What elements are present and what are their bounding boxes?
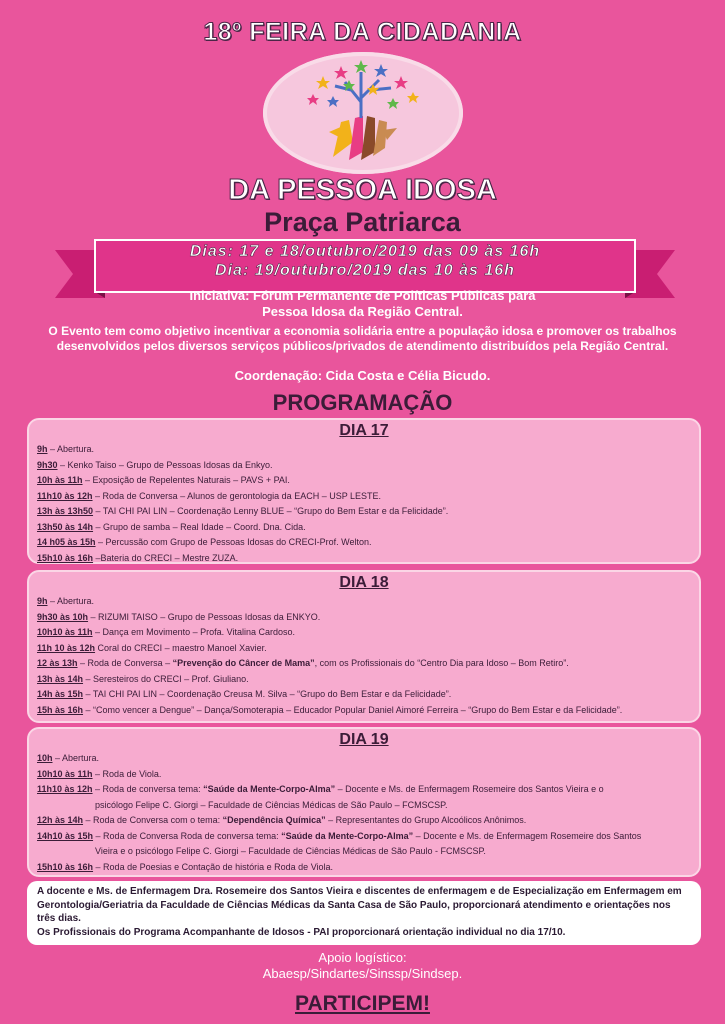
- schedule-item: [37, 625, 691, 641]
- schedule-item: [37, 703, 691, 719]
- schedule-item: [37, 473, 691, 489]
- schedule-description-rest: , com os Profissionais do “Centro Dia para Idoso – Bom Retiro”.: [314, 658, 569, 668]
- schedule-item: [37, 458, 691, 474]
- schedule-description: – Kenko Taiso – Grupo de Pessoas Idosas da Enkyo.: [57, 459, 273, 470]
- apoio-text: [0, 950, 725, 982]
- schedule-item: [37, 829, 691, 845]
- schedule-item: [37, 551, 691, 567]
- schedule-time: 13h às 14h: [37, 673, 84, 684]
- objetivo-line2: desenvolvidos pelos diversos serviços públicos/privados de atendimento distribuídos pela Região Central.: [56, 339, 669, 353]
- schedule-description: – Grupo de samba – Real Idade – Coord. Dna. Cida.: [93, 521, 306, 532]
- day-19-box: [27, 727, 701, 877]
- schedule-item: [37, 844, 691, 860]
- schedule-time: 10h às 11h: [37, 475, 83, 485]
- schedule-description: – TAI CHI PAI LIN – Coordenação Lenny BLUE – “Grupo do Bem Estar e da Felicidade”.: [93, 506, 449, 516]
- schedule-item: [37, 520, 691, 536]
- schedule-description: – Dança em Movimento – Profa. Vitalina Cardoso.: [92, 627, 295, 637]
- schedule-description: – Abertura.: [47, 596, 95, 606]
- schedule-item: [37, 767, 691, 783]
- dates-line2: Dia: 19/outubro/2019 das 10 às 16h: [215, 262, 515, 279]
- iniciativa-text: [0, 288, 725, 320]
- schedule-description: – RIZUMI TAISO – Grupo de Pessoas Idosas da ENKYO.: [88, 611, 321, 622]
- event-location: Praça Patriarca: [264, 207, 461, 237]
- schedule-time: 9h: [37, 444, 48, 454]
- schedule-item: [37, 782, 691, 798]
- schedule-time: 14 h05 às 15h: [37, 537, 96, 547]
- day-18-box: [27, 570, 701, 723]
- objetivo-text: [22, 324, 703, 354]
- schedule-description: – Roda de Conversa –: [77, 658, 173, 668]
- schedule-time: 10h10 às 11h: [37, 627, 93, 637]
- schedule-item: [37, 860, 691, 876]
- schedule-description: – Roda de Conversa Roda de conversa tema:: [93, 830, 282, 841]
- note-line2: Gerontologia/Geriatria da Faculdade de Ciências Médicas da Santa Casa de São Paulo, proporcionará atendimento e orientações nos: [37, 899, 671, 911]
- day-title: DIA 17: [339, 422, 389, 439]
- schedule-topic: “Prevenção do Câncer de Mama”: [172, 658, 315, 668]
- schedule-item: [37, 687, 691, 703]
- schedule-description: Coral do CRECI – maestro Manoel Xavier.: [95, 642, 267, 653]
- schedule-topic: “Saúde da Mente-Corpo-Alma”: [281, 830, 414, 841]
- schedule-description-rest: – Docente e Ms. de Enfermagem Rosemeire dos Santos Vieira e o: [335, 784, 604, 794]
- schedule-time: 14h às 15h: [37, 689, 84, 699]
- schedule-time: 9h: [37, 596, 48, 606]
- schedule-item-continuation: Vieira e o psicólogo Felipe C. Giorgi – Faculdade de Ciências Médicas de São Paulo - FCMSCSP.: [95, 846, 486, 856]
- schedule-description: – Roda de Viola.: [92, 768, 162, 779]
- schedule-item: [37, 813, 691, 829]
- schedule-item: [37, 535, 691, 551]
- day-title: DIA 18: [339, 574, 389, 591]
- schedule-time: 12 às 13h: [37, 658, 78, 668]
- schedule-time: 12h às 14h: [37, 815, 84, 825]
- objetivo-line1: O Evento tem como objetivo incentivar a economia solidária entre a população idosa e promover os trabalhos: [48, 324, 677, 338]
- day-17-box: [27, 418, 701, 564]
- schedule-item: [37, 594, 691, 610]
- schedule-description: – Seresteiros do CRECI – Prof. Giuliano.: [83, 673, 249, 684]
- schedule-time: 13h às 13h50: [37, 506, 94, 516]
- schedule-list: [37, 751, 691, 875]
- schedule-time: 11h10 às 12h: [37, 490, 93, 501]
- schedule-description: – Roda de Conversa com o tema:: [83, 815, 223, 825]
- schedule-description: – Roda de Poesias e Contação de história e Roda de Viola.: [93, 861, 334, 872]
- schedule-time: 9h30 às 10h: [37, 611, 89, 622]
- event-title-line1: 18º FEIRA DA CIDADANIA: [203, 18, 522, 46]
- schedule-item: [37, 656, 691, 672]
- schedule-description: – TAI CHI PAI LIN – Coordenação Creusa M. Silva – “Grupo do Bem Estar e da Felicidade”.: [83, 689, 452, 699]
- schedule-time: 11h10 às 12h: [37, 784, 93, 794]
- day-title: DIA 19: [339, 731, 389, 748]
- schedule-description-rest: – Representantes do Grupo Alcoólicos Anônimos.: [325, 815, 527, 825]
- schedule-item: [37, 798, 691, 814]
- schedule-list: [37, 442, 691, 566]
- schedule-description: – Roda de Conversa – Alunos de gerontologia da EACH – USP LESTE.: [92, 490, 382, 501]
- schedule-item: [37, 489, 691, 505]
- schedule-topic: “Dependência Química”: [222, 815, 326, 825]
- schedule-time: 11h 10 às 12h: [37, 642, 96, 653]
- apoio-line1: Apoio logístico:: [318, 950, 407, 965]
- schedule-item: [37, 751, 691, 767]
- iniciativa-line2: Pessoa Idosa da Região Central.: [262, 304, 463, 319]
- dates-line1: Dias: 17 e 18/outubro/2019 das 09 às 16h: [189, 243, 541, 260]
- programacao-heading: PROGRAMAÇÃO: [272, 390, 453, 415]
- note-line4: Os Profissionais do Programa Acompanhante de Idosos - PAI proporcionará orientação individual no dia 17/10.: [37, 926, 566, 938]
- schedule-time: 10h10 às 11h: [37, 768, 93, 779]
- schedule-description: – Abertura.: [47, 444, 95, 454]
- note-box: [27, 881, 701, 945]
- schedule-item: [37, 504, 691, 520]
- schedule-time: 13h50 às 14h: [37, 521, 94, 532]
- participem-footer: PARTICIPEM!: [295, 992, 430, 1015]
- apoio-line2: Abaesp/Sindartes/Sinssp/Sindsep.: [262, 966, 463, 981]
- event-title-line2: DA PESSOA IDOSA: [228, 174, 497, 206]
- schedule-description-rest: – Docente e Ms. de Enfermagem Rosemeire dos Santos: [413, 830, 642, 841]
- schedule-time: 15h às 16h: [37, 704, 84, 715]
- schedule-item-continuation: psicólogo Felipe C. Giorgi – Faculdade de Ciências Médicas de São Paulo – FCMSCSP.: [95, 799, 448, 810]
- schedule-time: 9h30: [37, 459, 58, 470]
- schedule-description: – Abertura.: [52, 753, 100, 763]
- schedule-time: 10h: [37, 753, 53, 763]
- schedule-description: – Exposição de Repelentes Naturais – PAVS + PAI.: [82, 475, 290, 485]
- schedule-time: 15h10 às 16h: [37, 552, 94, 563]
- schedule-item: [37, 442, 691, 458]
- schedule-description: – Roda de conversa tema:: [92, 784, 204, 794]
- schedule-item: [37, 672, 691, 688]
- schedule-item: [37, 641, 691, 657]
- schedule-list: [37, 594, 691, 718]
- schedule-description: –Bateria do CRECI – Mestre ZUZA.: [93, 552, 239, 563]
- schedule-description: – Percussão com Grupo de Pessoas Idosas do CRECI-Prof. Welton.: [95, 537, 372, 547]
- tree-hands-logo-icon: [263, 52, 463, 174]
- note-line1: A docente e Ms. de Enfermagem Dra. Rosemeire dos Santos Vieira e discentes de enfermagem e de Especialização em Enfermagem em: [37, 886, 682, 897]
- note-line3: três dias.: [37, 913, 81, 924]
- schedule-time: 14h10 às 15h: [37, 830, 94, 841]
- iniciativa-line1: Iniciativa: Fórum Permanente de Políticas Públicas para: [189, 288, 536, 303]
- schedule-description: – “Como vencer a Dengue” – Dança/Somoterapia – Educador Popular Daniel Aimoré Ferreira – “Grupo do Bem Estar e da Felicidade”.: [83, 704, 623, 715]
- schedule-item: [37, 610, 691, 626]
- schedule-topic: “Saúde da Mente-Corpo-Alma”: [203, 784, 336, 794]
- schedule-time: 15h10 às 16h: [37, 861, 94, 872]
- coordenacao-text: Coordenação: Cida Costa e Célia Bicudo.: [234, 368, 491, 383]
